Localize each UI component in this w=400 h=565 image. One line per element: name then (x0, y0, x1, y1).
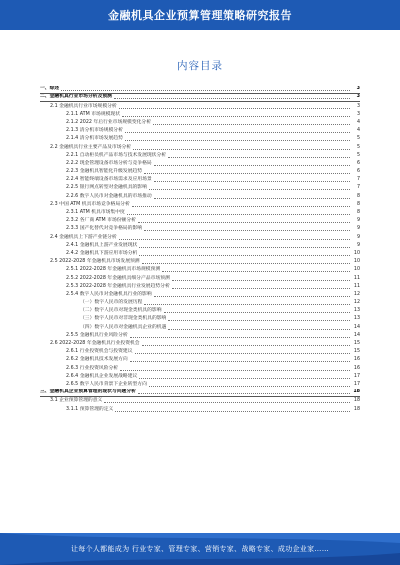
toc-entry[interactable] (40, 135, 360, 143)
toc-entry-text: 2.4.1 金融机具上游产业发展现状 (66, 242, 138, 248)
toc-entry-text: 2.2.6 数字人民币对金融机具的市场推动 (66, 193, 152, 199)
toc-entry-text: 2.3.1 ATM 机具市场集中度 (66, 210, 125, 215)
toc-entry[interactable] (40, 315, 360, 323)
toc-entry-page: 18 (353, 406, 360, 412)
toc-entry[interactable] (40, 86, 360, 94)
toc-entry-page: 5 (356, 144, 360, 150)
footer-slogan: 让每个人都能成为 行业专家、管理专家、营销专家、战略专家、成功企业家…… (70, 545, 330, 553)
toc-entry-text: 2.6.1 行业投资机会与投资建议 (66, 349, 133, 355)
toc-entry[interactable] (40, 184, 360, 192)
toc-dot-leader (168, 157, 350, 158)
toc-dot-leader (133, 149, 350, 150)
toc-entry-page: 8 (356, 201, 360, 207)
toc-entry-page: 3 (356, 111, 360, 117)
toc-dot-leader (168, 329, 350, 330)
toc-entry[interactable] (40, 119, 360, 127)
toc-entry-text: 2.2.5 银行网点转型对金融机具的影响 (66, 185, 147, 191)
toc-dot-leader (139, 255, 350, 256)
toc-entry-page: 14 (353, 332, 360, 338)
toc-entry[interactable] (40, 405, 360, 413)
toc-entry[interactable] (40, 356, 360, 364)
toc-dot-leader (139, 378, 350, 379)
toc-entry-page: 4 (356, 128, 360, 134)
toc-entry-page: 14 (353, 324, 360, 330)
toc-dot-leader (154, 181, 350, 182)
toc-entry[interactable] (40, 209, 360, 217)
toc-entry-page: 9 (356, 218, 360, 224)
toc-entry-page: 7 (356, 177, 360, 183)
toc-entry-page: 11 (353, 283, 360, 289)
toc-entry-page: 3 (356, 94, 360, 100)
toc-entry-text: （一）数字人民币的发展历程 (80, 300, 143, 306)
toc-dot-leader (138, 393, 350, 394)
toc-entry-page: 10 (353, 267, 360, 273)
toc-entry[interactable] (40, 323, 360, 331)
toc-entry-text: 2.1.1 ATM 市场规模现状 (66, 111, 121, 117)
toc-entry[interactable] (40, 373, 360, 381)
toc-entry-page: 8 (356, 193, 360, 199)
toc-dot-leader (153, 124, 350, 125)
toc-dot-leader (162, 271, 350, 272)
toc-entry-page: 12 (353, 300, 360, 306)
toc-entry[interactable] (40, 94, 360, 102)
toc-entry-text: 2.1.2 2022 年后行业市场规模变化分析 (66, 119, 152, 125)
toc-entry[interactable] (40, 152, 360, 160)
toc-dot-leader (142, 345, 350, 346)
toc-entry-text: 2.6.2 金融机具技术发展方向 (66, 357, 128, 363)
toc-entry-text: 2.2.1 自动柜员机产品市场与技术发展现状分析 (66, 152, 167, 158)
toc-entry-text: 2.5.4 数字人民币对金融机具行业的影响 (66, 291, 152, 297)
toc-entry-page: 9 (356, 226, 360, 232)
toc-entry-page: 6 (356, 169, 360, 175)
toc-entry-page: 5 (356, 152, 360, 158)
toc-entry-page: 16 (353, 365, 360, 371)
toc-entry[interactable] (40, 168, 360, 176)
toc-entry-text: 2.2.3 金融机具智能化升级发展趋势 (66, 169, 143, 175)
toc-entry-page: 7 (356, 185, 360, 191)
toc-entry-text: 2.2.2 现金管理设备市场分析与竞争格局 (66, 160, 152, 166)
page-footer (0, 533, 400, 565)
toc-entry-text: 2.1.4 清分机市场发展趋势 (66, 136, 123, 142)
toc-entry-text: 2.5.3 2022-2028 年金融机具行业发展趋势分析 (66, 283, 170, 289)
toc-entry-text: 2.6.3 行业投资风险分析 (66, 365, 119, 371)
toc-entry-page: 13 (353, 316, 360, 322)
toc-entry-text: 2.5 2022-2028 年金融机具市场发展预测 (50, 259, 140, 265)
toc-entry-page: 13 (353, 308, 360, 314)
toc-entry[interactable] (40, 176, 360, 184)
toc-entry-text: 2.6.5 数字人民币背景下企业转型方向 (66, 381, 147, 387)
toc-entry-page: 16 (353, 357, 360, 363)
toc-dot-leader (122, 116, 350, 117)
toc-dot-leader (130, 337, 350, 338)
toc-entry[interactable] (40, 389, 360, 397)
toc-dot-leader (119, 239, 350, 240)
toc-dot-leader (120, 370, 350, 371)
toc-entry-page: 5 (356, 136, 360, 142)
toc-dot-leader (114, 98, 350, 99)
toc-entry-text: 2.5.5 金融机具行业风险分析 (66, 332, 128, 338)
toc-entry[interactable] (40, 397, 360, 405)
toc-entry-text: 一、综述 (40, 86, 60, 92)
toc-entry-page: 12 (353, 291, 360, 297)
toc-entry[interactable] (40, 160, 360, 168)
toc-entry[interactable] (40, 233, 360, 241)
toc-dot-leader (132, 206, 350, 207)
toc-dot-leader (172, 288, 350, 289)
toc-entry-text: 2.6.4 金融机具企业发展战略建议 (66, 373, 138, 379)
toc-entry[interactable] (40, 381, 360, 389)
toc-entry-text: 二、金融机具行业市场分析及预测 (40, 94, 112, 100)
toc-entry-text: 2.3 中国 ATM 机具市场竞争格局分析 (50, 201, 130, 207)
toc-entry-text: （二）数字人民币对现金类机具的影响 (80, 308, 162, 314)
toc-dot-leader (104, 402, 350, 403)
toc-entry[interactable] (40, 332, 360, 340)
report-title: 金融机具企业预算管理策略研究报告 (108, 9, 292, 22)
toc-dot-leader (125, 140, 350, 141)
toc-entry[interactable] (40, 283, 360, 291)
toc-entry-text: 2.3.3 国产化替代对竞争格局的影响 (66, 226, 143, 232)
toc-entry-text: 2.5.2 2022-2028 年金融机具细分产品市场预测 (66, 275, 170, 281)
toc-entry-text: （三）数字人民币对非现金类机具的影响 (80, 316, 167, 322)
toc-entry[interactable] (40, 192, 360, 200)
toc-entry[interactable] (40, 250, 360, 258)
toc-entry-text: 2.5.1 2022-2028 年金融机具市场规模预测 (66, 267, 161, 273)
toc-entry-page: 17 (353, 373, 360, 379)
toc-entry-page: 15 (353, 349, 360, 355)
toc-entry-page: 18 (353, 398, 360, 404)
toc-entry-text: 2.4 金融机具上下游产业链分析 (50, 234, 117, 240)
toc-entry-page: 11 (353, 275, 360, 281)
toc-entry-text: （四）数字人民币对金融机具企业的机遇 (80, 324, 167, 330)
toc-entry[interactable] (40, 242, 360, 250)
toc-dot-leader (127, 214, 350, 215)
toc-entry-page: 15 (353, 341, 360, 346)
toc-entry[interactable] (40, 274, 360, 282)
toc-entry[interactable] (40, 348, 360, 356)
toc-entry-page: 10 (353, 250, 360, 256)
toc-entry-text: 3.1 企业预算管理的意义 (50, 398, 103, 404)
toc-dot-leader (168, 320, 350, 321)
toc-entry-page: 10 (353, 259, 360, 265)
toc-entry[interactable] (40, 102, 360, 110)
toc-entry[interactable] (40, 266, 360, 274)
toc-entry[interactable] (40, 340, 360, 348)
toc-dot-leader (142, 263, 350, 264)
toc-dot-leader (119, 108, 350, 109)
toc-heading: 内容目录 (177, 60, 223, 72)
toc-dot-leader (172, 280, 350, 281)
toc-entry-page: 3 (356, 103, 360, 109)
toc-entry-text: 2.1 金融机具行业市场规模分析 (50, 103, 117, 109)
toc-entry[interactable] (40, 127, 360, 135)
toc-dot-leader (144, 304, 350, 305)
toc-entry[interactable] (40, 217, 360, 225)
toc-dot-leader (135, 353, 351, 354)
toc-entry-page: 17 (353, 381, 360, 387)
toc-entry-text: 2.2 金融机具行业主要产品及市场分析 (50, 144, 132, 150)
toc-dot-leader (144, 173, 350, 174)
toc-entry-text: 2.1.3 清分机市场规模分析 (66, 128, 123, 134)
toc-entry[interactable] (40, 201, 360, 209)
toc-entry[interactable] (40, 225, 360, 233)
toc-entry-page: 8 (356, 210, 360, 215)
toc-dot-leader (154, 165, 350, 166)
toc-entry-text: 3.1.1 预算管理的定义 (66, 406, 114, 412)
toc-entry[interactable] (40, 111, 360, 119)
toc-entry-text: 2.6 2022-2028 年金融机具行业投资机会 (50, 341, 140, 346)
toc-dot-leader (61, 90, 350, 91)
toc-dot-leader (149, 386, 350, 387)
toc-entry[interactable] (40, 291, 360, 299)
toc-dot-leader (138, 222, 350, 223)
toc-entry[interactable] (40, 258, 360, 266)
toc-dot-leader (130, 361, 350, 362)
toc-entry-page: 9 (356, 234, 360, 240)
toc-dot-leader (149, 189, 350, 190)
table-of-contents (40, 86, 360, 414)
toc-entry-text: 三、金融机具企业预算管理的现状与问题分析 (40, 389, 136, 395)
toc-dot-leader (144, 230, 350, 231)
toc-entry[interactable] (40, 307, 360, 315)
toc-entry-page: 6 (356, 160, 360, 166)
toc-dot-leader (164, 312, 350, 313)
toc-dot-leader (125, 132, 350, 133)
toc-dot-leader (154, 296, 350, 297)
toc-entry-text: 2.3.2 各厂商 ATM 市场份额分析 (66, 218, 136, 224)
toc-entry[interactable] (40, 143, 360, 151)
toc-entry[interactable] (40, 364, 360, 372)
toc-dot-leader (139, 247, 350, 248)
toc-entry-text: 2.2.4 智能终端设备市场需求及应用场景 (66, 177, 152, 183)
toc-dot-leader (115, 411, 350, 412)
toc-entry-page: 3 (356, 86, 360, 92)
toc-entry-text: 2.4.2 金融机具下游应用市场分析 (66, 250, 138, 256)
toc-entry-page: 9 (356, 242, 360, 248)
page-header (0, 0, 400, 30)
toc-entry-page: 18 (353, 389, 360, 395)
toc-entry[interactable] (40, 299, 360, 307)
toc-entry-page: 4 (356, 119, 360, 125)
toc-dot-leader (154, 198, 350, 199)
